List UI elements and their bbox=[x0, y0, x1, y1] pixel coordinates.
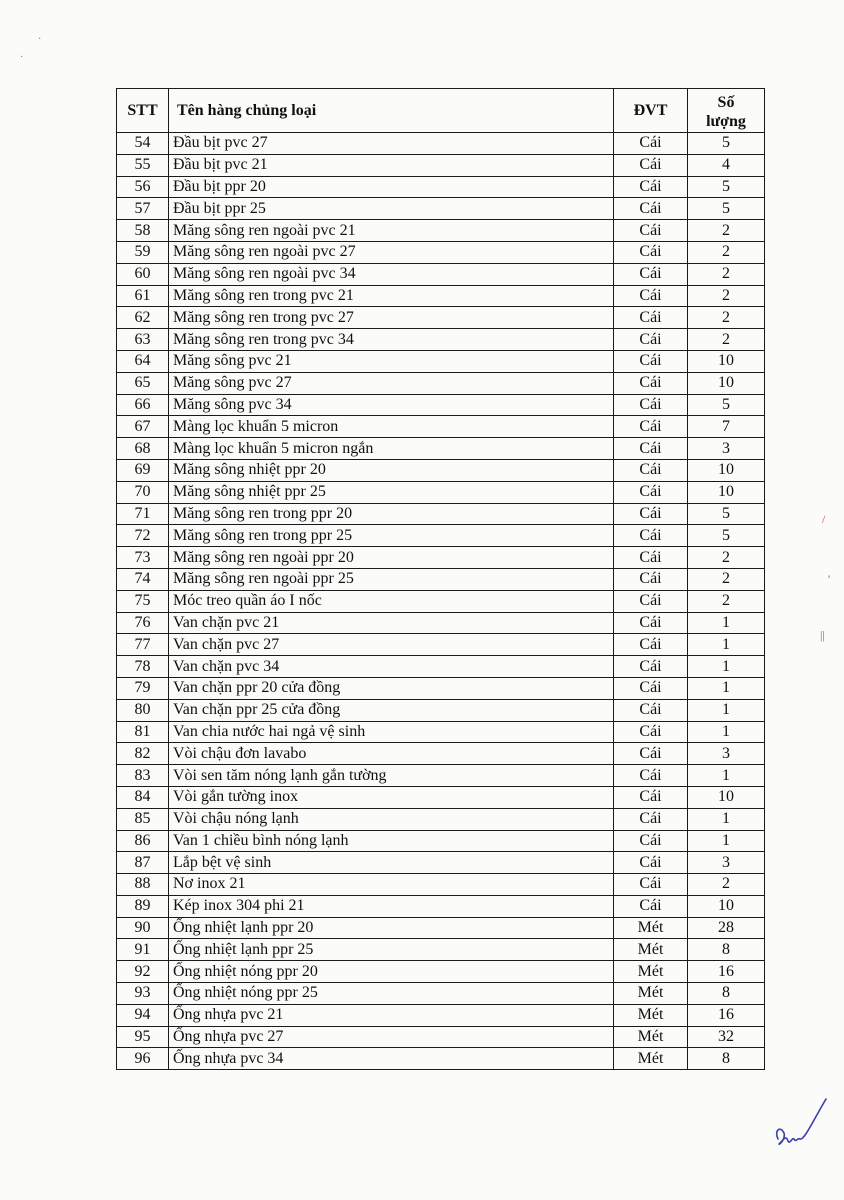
row-stt: 80 bbox=[117, 699, 169, 721]
row-name: Van chặn ppr 20 cửa đồng bbox=[169, 677, 614, 699]
margin-mark: || bbox=[820, 628, 825, 642]
row-name: Măng sông ren ngoài pvc 34 bbox=[169, 263, 614, 285]
row-unit: Cái bbox=[614, 372, 688, 394]
row-unit: Cái bbox=[614, 241, 688, 263]
row-unit: Cái bbox=[614, 416, 688, 438]
row-qty: 8 bbox=[688, 983, 765, 1005]
table-row bbox=[117, 133, 765, 155]
row-qty: 10 bbox=[688, 786, 765, 808]
row-unit: Mét bbox=[614, 1004, 688, 1026]
row-stt: 74 bbox=[117, 568, 169, 590]
row-name: Ống nhiệt lạnh ppr 20 bbox=[169, 917, 614, 939]
row-name: Măng sông ren trong ppr 20 bbox=[169, 503, 614, 525]
header-unit: ĐVT bbox=[614, 89, 688, 133]
row-name: Đầu bịt pvc 21 bbox=[169, 154, 614, 176]
row-qty: 1 bbox=[688, 721, 765, 743]
row-stt: 54 bbox=[117, 133, 169, 155]
row-stt: 73 bbox=[117, 547, 169, 569]
row-name: Van chặn pvc 21 bbox=[169, 612, 614, 634]
margin-mark: ' bbox=[828, 572, 831, 586]
row-stt: 90 bbox=[117, 917, 169, 939]
row-unit: Cái bbox=[614, 765, 688, 787]
row-unit: Cái bbox=[614, 154, 688, 176]
row-stt: 76 bbox=[117, 612, 169, 634]
row-qty: 8 bbox=[688, 1048, 765, 1070]
row-name: Măng sông pvc 27 bbox=[169, 372, 614, 394]
table-row bbox=[117, 983, 765, 1005]
header-qty-line1: Số bbox=[717, 93, 735, 111]
row-qty: 10 bbox=[688, 481, 765, 503]
row-qty: 2 bbox=[688, 263, 765, 285]
row-name: Kép inox 304 phi 21 bbox=[169, 895, 614, 917]
row-name: Đầu bịt ppr 20 bbox=[169, 176, 614, 198]
row-qty: 2 bbox=[688, 220, 765, 242]
row-qty: 2 bbox=[688, 547, 765, 569]
table-row bbox=[117, 350, 765, 372]
row-stt: 95 bbox=[117, 1026, 169, 1048]
table-row bbox=[117, 939, 765, 961]
table-row bbox=[117, 459, 765, 481]
row-stt: 69 bbox=[117, 459, 169, 481]
row-stt: 93 bbox=[117, 983, 169, 1005]
table-row bbox=[117, 699, 765, 721]
table-row bbox=[117, 481, 765, 503]
row-name: Van chặn pvc 27 bbox=[169, 634, 614, 656]
row-stt: 85 bbox=[117, 808, 169, 830]
row-qty: 1 bbox=[688, 830, 765, 852]
row-qty: 10 bbox=[688, 372, 765, 394]
row-name: Măng sông ren trong pvc 21 bbox=[169, 285, 614, 307]
row-qty: 1 bbox=[688, 677, 765, 699]
row-qty: 5 bbox=[688, 394, 765, 416]
row-name: Van chặn pvc 34 bbox=[169, 656, 614, 678]
row-name: Ống nhiệt lạnh ppr 25 bbox=[169, 939, 614, 961]
row-unit: Mét bbox=[614, 917, 688, 939]
row-qty: 5 bbox=[688, 133, 765, 155]
row-name: Măng sông ren ngoài ppr 20 bbox=[169, 547, 614, 569]
table-row bbox=[117, 590, 765, 612]
table-row bbox=[117, 394, 765, 416]
table-row bbox=[117, 503, 765, 525]
table-row bbox=[117, 721, 765, 743]
row-unit: Cái bbox=[614, 656, 688, 678]
table-row bbox=[117, 917, 765, 939]
row-stt: 61 bbox=[117, 285, 169, 307]
table-row bbox=[117, 307, 765, 329]
row-name: Măng sông ren trong ppr 25 bbox=[169, 525, 614, 547]
row-name: Van chặn ppr 25 cửa đồng bbox=[169, 699, 614, 721]
row-unit: Cái bbox=[614, 481, 688, 503]
row-qty: 2 bbox=[688, 568, 765, 590]
row-unit: Cái bbox=[614, 176, 688, 198]
row-unit: Cái bbox=[614, 285, 688, 307]
table-row bbox=[117, 1004, 765, 1026]
row-qty: 1 bbox=[688, 656, 765, 678]
row-name: Măng sông nhiệt ppr 20 bbox=[169, 459, 614, 481]
row-qty: 1 bbox=[688, 634, 765, 656]
row-stt: 77 bbox=[117, 634, 169, 656]
row-unit: Cái bbox=[614, 786, 688, 808]
scan-speck: · bbox=[38, 34, 42, 45]
row-unit: Cái bbox=[614, 329, 688, 351]
row-unit: Mét bbox=[614, 939, 688, 961]
row-qty: 10 bbox=[688, 895, 765, 917]
table-row bbox=[117, 612, 765, 634]
row-name: Măng sông ren trong pvc 27 bbox=[169, 307, 614, 329]
row-unit: Cái bbox=[614, 438, 688, 460]
row-qty: 1 bbox=[688, 699, 765, 721]
row-stt: 89 bbox=[117, 895, 169, 917]
row-qty: 1 bbox=[688, 765, 765, 787]
table-row bbox=[117, 263, 765, 285]
table-row bbox=[117, 568, 765, 590]
row-unit: Cái bbox=[614, 677, 688, 699]
row-stt: 82 bbox=[117, 743, 169, 765]
row-qty: 2 bbox=[688, 590, 765, 612]
table-row bbox=[117, 656, 765, 678]
header-qty-line2: lượng bbox=[706, 112, 746, 130]
row-name: Vòi chậu nóng lạnh bbox=[169, 808, 614, 830]
row-stt: 64 bbox=[117, 350, 169, 372]
row-name: Vòi gắn tường inox bbox=[169, 786, 614, 808]
row-name: Vòi sen tăm nóng lạnh gắn tường bbox=[169, 765, 614, 787]
row-qty: 1 bbox=[688, 612, 765, 634]
row-stt: 83 bbox=[117, 765, 169, 787]
row-unit: Cái bbox=[614, 895, 688, 917]
row-unit: Cái bbox=[614, 699, 688, 721]
table-row bbox=[117, 220, 765, 242]
row-qty: 16 bbox=[688, 1004, 765, 1026]
table-row bbox=[117, 765, 765, 787]
table-row bbox=[117, 438, 765, 460]
row-name: Màng lọc khuẩn 5 micron bbox=[169, 416, 614, 438]
table-row bbox=[117, 874, 765, 896]
table-row bbox=[117, 786, 765, 808]
table-row bbox=[117, 1048, 765, 1070]
row-qty: 3 bbox=[688, 852, 765, 874]
row-stt: 75 bbox=[117, 590, 169, 612]
table-row bbox=[117, 176, 765, 198]
row-unit: Cái bbox=[614, 808, 688, 830]
margin-mark: / bbox=[822, 512, 826, 526]
row-unit: Cái bbox=[614, 263, 688, 285]
row-qty: 32 bbox=[688, 1026, 765, 1048]
row-unit: Cái bbox=[614, 634, 688, 656]
row-unit: Mét bbox=[614, 1048, 688, 1070]
table-header-row bbox=[117, 89, 765, 133]
row-qty: 8 bbox=[688, 939, 765, 961]
row-unit: Cái bbox=[614, 220, 688, 242]
row-name: Ống nhựa pvc 27 bbox=[169, 1026, 614, 1048]
row-qty: 10 bbox=[688, 459, 765, 481]
row-unit: Cái bbox=[614, 503, 688, 525]
row-stt: 68 bbox=[117, 438, 169, 460]
header-name: Tên hàng chủng loại bbox=[169, 89, 614, 133]
row-unit: Cái bbox=[614, 743, 688, 765]
row-unit: Cái bbox=[614, 852, 688, 874]
table-row bbox=[117, 961, 765, 983]
row-stt: 70 bbox=[117, 481, 169, 503]
row-qty: 3 bbox=[688, 743, 765, 765]
row-unit: Mét bbox=[614, 983, 688, 1005]
row-unit: Cái bbox=[614, 721, 688, 743]
row-name: Nơ inox 21 bbox=[169, 874, 614, 896]
table-row bbox=[117, 677, 765, 699]
handwritten-signature-icon bbox=[770, 1095, 830, 1155]
row-unit: Cái bbox=[614, 590, 688, 612]
row-name: Màng lọc khuẩn 5 micron ngắn bbox=[169, 438, 614, 460]
row-name: Măng sông pvc 34 bbox=[169, 394, 614, 416]
row-qty: 5 bbox=[688, 525, 765, 547]
row-unit: Cái bbox=[614, 459, 688, 481]
table-row bbox=[117, 372, 765, 394]
row-stt: 79 bbox=[117, 677, 169, 699]
row-unit: Mét bbox=[614, 1026, 688, 1048]
row-qty: 28 bbox=[688, 917, 765, 939]
row-stt: 88 bbox=[117, 874, 169, 896]
row-stt: 86 bbox=[117, 830, 169, 852]
table-row bbox=[117, 285, 765, 307]
row-stt: 56 bbox=[117, 176, 169, 198]
row-name: Lắp bệt vệ sinh bbox=[169, 852, 614, 874]
row-name: Măng sông pvc 21 bbox=[169, 350, 614, 372]
row-qty: 2 bbox=[688, 874, 765, 896]
row-unit: Cái bbox=[614, 133, 688, 155]
row-qty: 4 bbox=[688, 154, 765, 176]
row-name: Van chia nước hai ngả vệ sinh bbox=[169, 721, 614, 743]
row-stt: 81 bbox=[117, 721, 169, 743]
row-unit: Mét bbox=[614, 961, 688, 983]
row-qty: 5 bbox=[688, 503, 765, 525]
row-qty: 2 bbox=[688, 329, 765, 351]
row-stt: 67 bbox=[117, 416, 169, 438]
row-qty: 5 bbox=[688, 176, 765, 198]
row-name: Ống nhựa pvc 21 bbox=[169, 1004, 614, 1026]
row-name: Ống nhiệt nóng ppr 20 bbox=[169, 961, 614, 983]
row-stt: 65 bbox=[117, 372, 169, 394]
row-stt: 92 bbox=[117, 961, 169, 983]
row-qty: 10 bbox=[688, 350, 765, 372]
row-qty: 2 bbox=[688, 307, 765, 329]
row-stt: 59 bbox=[117, 241, 169, 263]
row-stt: 62 bbox=[117, 307, 169, 329]
row-unit: Cái bbox=[614, 547, 688, 569]
header-stt: STT bbox=[117, 89, 169, 133]
table-row bbox=[117, 525, 765, 547]
table-row bbox=[117, 743, 765, 765]
row-name: Măng sông ren ngoài pvc 21 bbox=[169, 220, 614, 242]
table-row bbox=[117, 634, 765, 656]
row-stt: 87 bbox=[117, 852, 169, 874]
row-stt: 57 bbox=[117, 198, 169, 220]
row-stt: 96 bbox=[117, 1048, 169, 1070]
row-stt: 84 bbox=[117, 786, 169, 808]
table-row bbox=[117, 547, 765, 569]
row-stt: 63 bbox=[117, 329, 169, 351]
row-name: Móc treo quần áo I nốc bbox=[169, 590, 614, 612]
table-row bbox=[117, 852, 765, 874]
row-qty: 3 bbox=[688, 438, 765, 460]
row-stt: 91 bbox=[117, 939, 169, 961]
table-row bbox=[117, 808, 765, 830]
row-name: Măng sông ren trong pvc 34 bbox=[169, 329, 614, 351]
header-qty bbox=[688, 89, 765, 133]
row-unit: Cái bbox=[614, 394, 688, 416]
table-row bbox=[117, 1026, 765, 1048]
table-row bbox=[117, 895, 765, 917]
row-name: Măng sông ren ngoài ppr 25 bbox=[169, 568, 614, 590]
row-stt: 72 bbox=[117, 525, 169, 547]
row-name: Ống nhựa pvc 34 bbox=[169, 1048, 614, 1070]
table-row bbox=[117, 830, 765, 852]
row-unit: Cái bbox=[614, 830, 688, 852]
row-qty: 7 bbox=[688, 416, 765, 438]
row-unit: Cái bbox=[614, 874, 688, 896]
row-unit: Cái bbox=[614, 568, 688, 590]
row-name: Ống nhiệt nóng ppr 25 bbox=[169, 983, 614, 1005]
scan-speck: · bbox=[20, 52, 24, 63]
row-qty: 2 bbox=[688, 241, 765, 263]
row-unit: Cái bbox=[614, 198, 688, 220]
table-row bbox=[117, 329, 765, 351]
row-name: Đầu bịt ppr 25 bbox=[169, 198, 614, 220]
row-unit: Cái bbox=[614, 612, 688, 634]
row-unit: Cái bbox=[614, 350, 688, 372]
items-table bbox=[116, 88, 765, 1070]
row-qty: 1 bbox=[688, 808, 765, 830]
row-stt: 71 bbox=[117, 503, 169, 525]
row-name: Vòi chậu đơn lavabo bbox=[169, 743, 614, 765]
row-qty: 2 bbox=[688, 285, 765, 307]
row-name: Đầu bịt pvc 27 bbox=[169, 133, 614, 155]
table-row bbox=[117, 416, 765, 438]
row-stt: 66 bbox=[117, 394, 169, 416]
row-name: Măng sông ren ngoài pvc 27 bbox=[169, 241, 614, 263]
table-row bbox=[117, 198, 765, 220]
row-qty: 16 bbox=[688, 961, 765, 983]
row-name: Măng sông nhiệt ppr 25 bbox=[169, 481, 614, 503]
row-stt: 60 bbox=[117, 263, 169, 285]
row-unit: Cái bbox=[614, 525, 688, 547]
row-stt: 94 bbox=[117, 1004, 169, 1026]
table-row bbox=[117, 154, 765, 176]
row-stt: 78 bbox=[117, 656, 169, 678]
row-stt: 55 bbox=[117, 154, 169, 176]
row-qty: 5 bbox=[688, 198, 765, 220]
row-name: Van 1 chiều bình nóng lạnh bbox=[169, 830, 614, 852]
row-stt: 58 bbox=[117, 220, 169, 242]
row-unit: Cái bbox=[614, 307, 688, 329]
table-row bbox=[117, 241, 765, 263]
